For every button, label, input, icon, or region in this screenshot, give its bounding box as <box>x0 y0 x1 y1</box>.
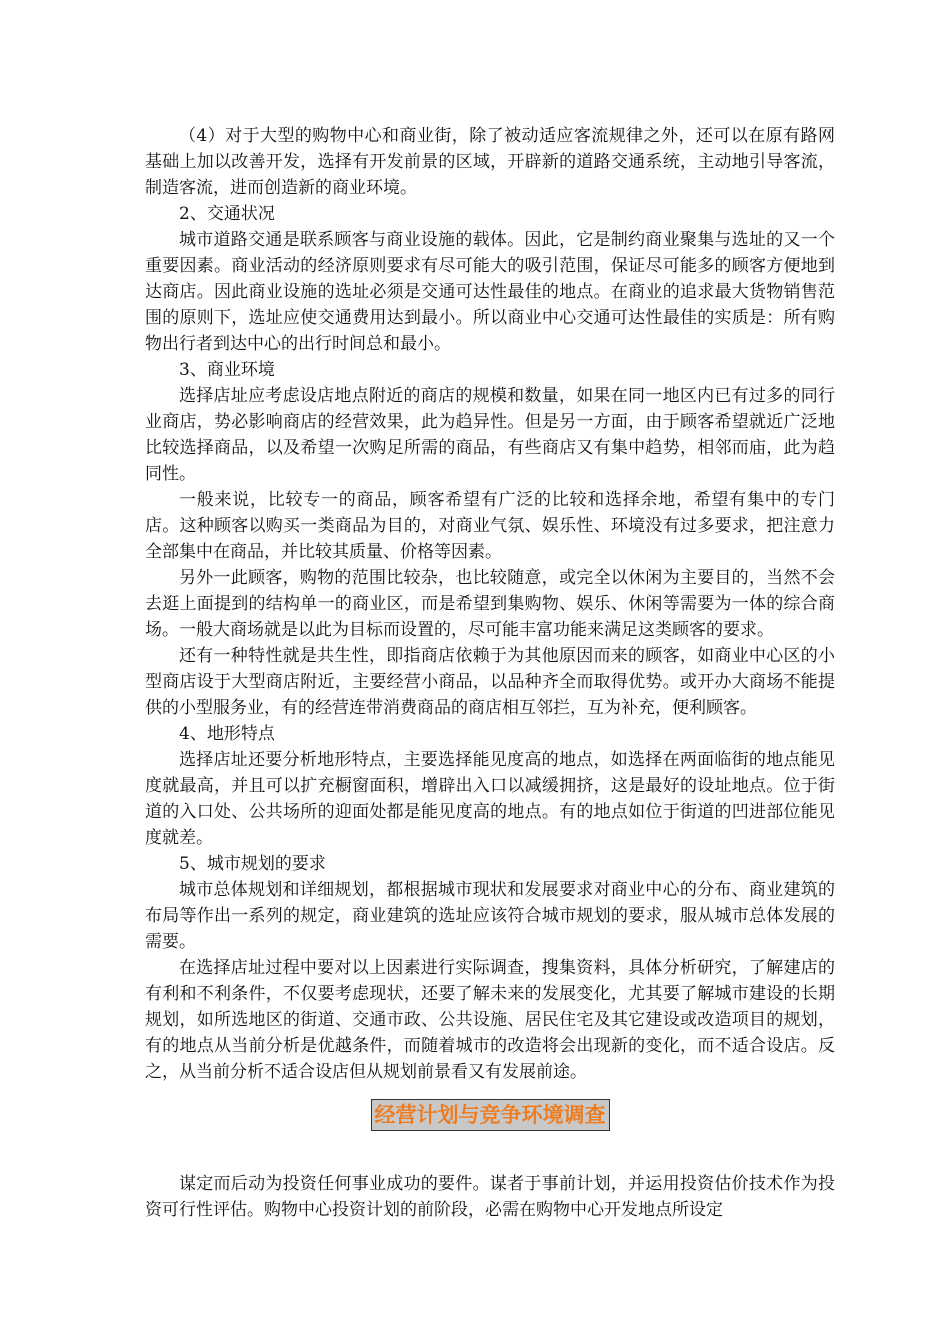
paragraph: 还有一种特性就是共生性，即指商店依赖于为其他原因而来的顾客，如商业中心区的小型商店设于大型商店附近，主要经营小商品，以品种齐全而取得优势。或开办大商场不能提供的小型服务业，有的经营连带消费商品的商店相互邻拦，互为补充，便利顾客。 <box>145 646 835 718</box>
paragraph: 选择店址还要分析地形特点，主要选择能见度高的地点，如选择在两面临街的地点能见度就最高，并且可以扩充橱窗面积，增辟出入口以减缓拥挤，这是最好的设址地点。位于街道的入口处、公共场所的迎面处都是能见度高的地点。有的地点如位于街道的凹进部位能见度就差。 <box>145 750 835 848</box>
section-heading-terrain: 4、地形特点 <box>179 724 275 744</box>
paragraph: 城市总体规划和详细规划，都根据城市现状和发展要求对商业中心的分布、商业建筑的布局等作出一系列的规定，商业建筑的选址应该符合城市规划的要求，服从城市总体发展的需要。 <box>145 880 835 952</box>
section-heading-business-environment: 3、商业环境 <box>179 360 275 380</box>
section-heading-urban-planning: 5、城市规划的要求 <box>179 854 326 874</box>
paragraph: 城市道路交通是联系顾客与商业设施的载体。因此，它是制约商业聚集与选址的又一个重要因素。商业活动的经济原则要求有尽可能大的吸引范围，保证尽可能多的顾客方便地到达商店。因此商业设施的选址必须是交通可达性最佳的地点。在商业的追求最大货物销售范围的原则下，选址应使交通费用达到最小。所以商业中心交通可达性最佳的实质是：所有购物出行者到达中心的出行时间总和最小。 <box>145 230 835 354</box>
paragraph: 选择店址应考虑设店地点附近的商店的规模和数量，如果在同一地区内已有过多的同行业商店，势必影响商店的经营效果，此为趋异性。但是另一方面，由于顾客希望就近广泛地比较选择商品，以及希望一次购足所需的商品，有些商店又有集中趋势，相邻而庙，此为趋同性。 <box>145 386 835 484</box>
paragraph: 一般来说，比较专一的商品，顾客希望有广泛的比较和选择余地，希望有集中的专门店。这种顾客以购买一类商品为目的，对商业气氛、娱乐性、环境没有过多要求，把注意力全部集中在商品，并比较其质量、价格等因素。 <box>145 490 835 562</box>
section-title: 经营计划与竞争环境调查 <box>371 1099 610 1131</box>
paragraph: （4）对于大型的购物中心和商业街，除了被动适应客流规律之外，还可以在原有路网基础上加以改善开发，选择有开发前景的区域，开辟新的道路交通系统，主动地引导客流，制造客流，进而创造新的商业环境。 <box>145 126 835 198</box>
paragraph: 另外一此顾客，购物的范围比较杂，也比较随意，或完全以休闲为主要目的，当然不会去逛上面提到的结构单一的商业区，而是希望到集购物、娱乐、休闲等需要为一体的综合商场。一般大商场就是以此为目标而设置的，尽可能丰富功能来满足这类顾客的要求。 <box>145 568 835 640</box>
section-heading-traffic: 2、交通状况 <box>179 204 275 224</box>
section-title-wrapper <box>145 1099 835 1131</box>
paragraph: 谋定而后动为投资任何事业成功的要件。谋者于事前计划，并运用投资估价技术作为投资可行性评估。购物中心投资计划的前阶段，必需在购物中心开发地点所设定 <box>145 1174 835 1220</box>
document-body <box>145 123 835 1223</box>
paragraph: 在选择店址过程中要对以上因素进行实际调查，搜集资料，具体分析研究，了解建店的有利和不利条件，不仅要考虑现状，还要了解未来的发展变化，尤其要了解城市建设的长期规划，如所选地区的街道、交通市政、公共设施、居民住宅及其它建设或改造项目的规划，有的地点从当前分析是优越条件，而随着城市的改造将会出现新的变化，而不适合设店。反之，从当前分析不适合设店但从规划前景看又有发展前途。 <box>145 958 835 1082</box>
